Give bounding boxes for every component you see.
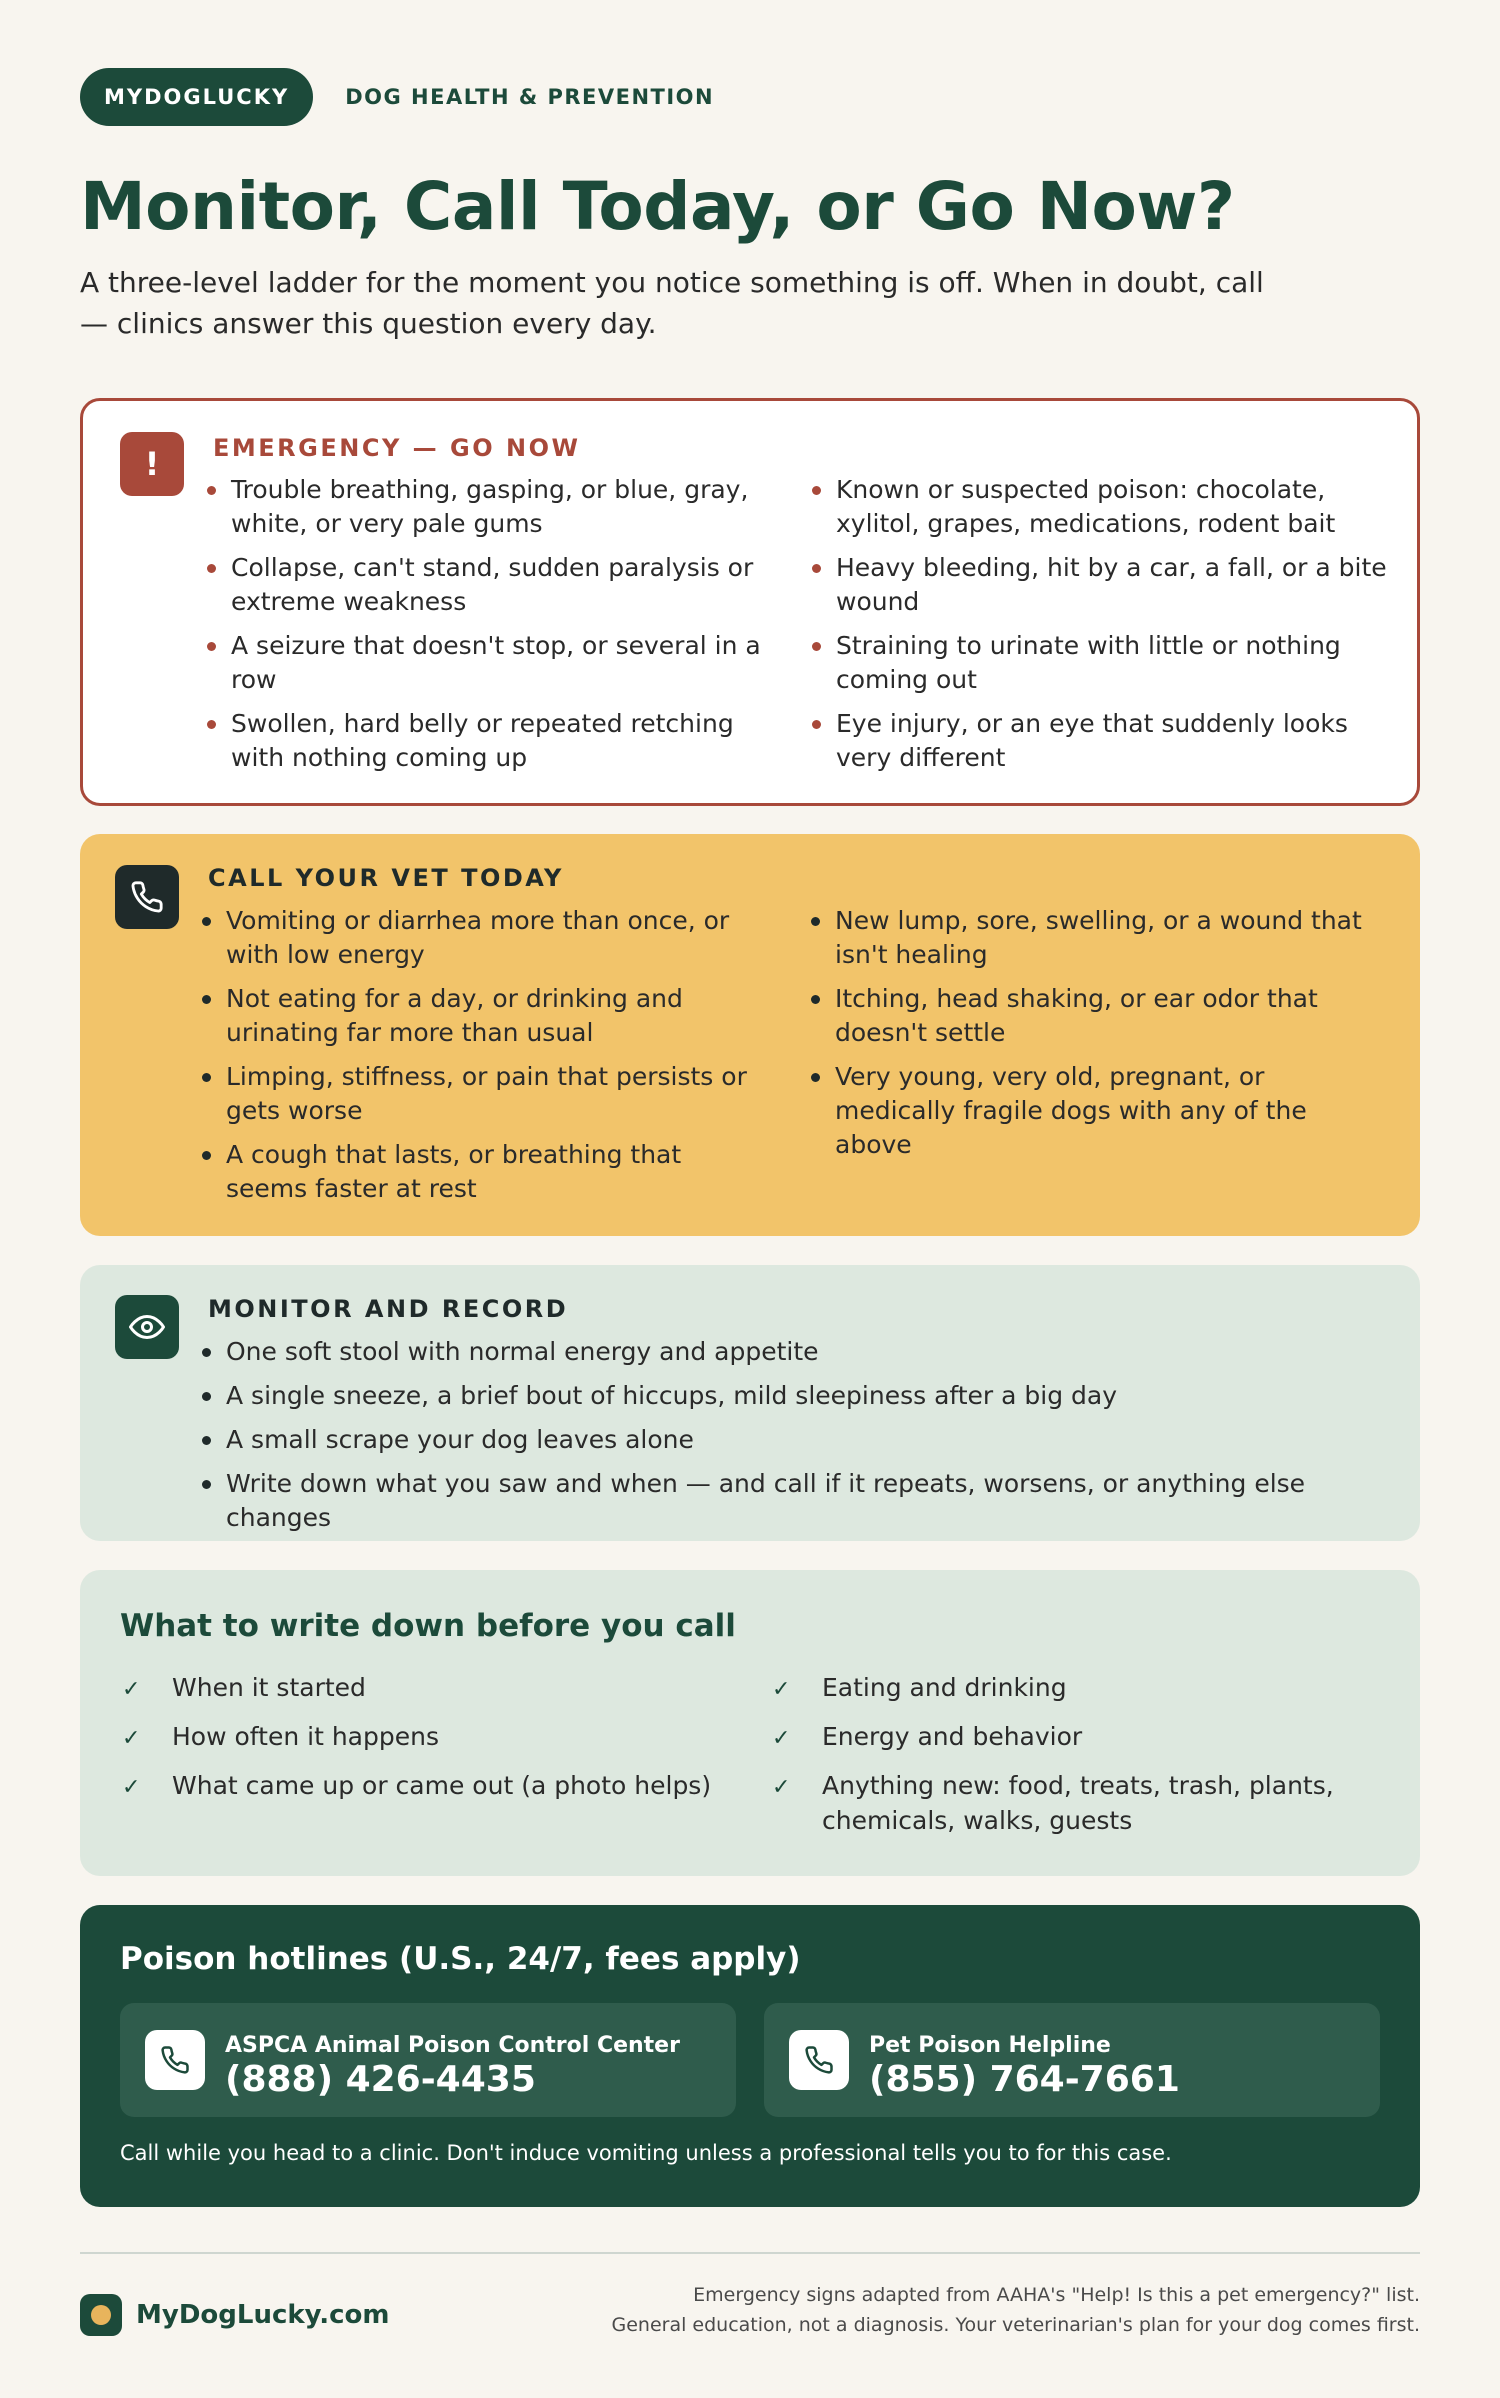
hotline-aspca[interactable] bbox=[120, 2003, 736, 2117]
check-icon: ✓ bbox=[772, 1726, 791, 1751]
poison-hotlines-card bbox=[80, 1905, 1420, 2207]
phone-icon bbox=[789, 2030, 849, 2090]
list-item: Itching, head shaking, or ear odor that doesn't settle bbox=[807, 982, 1367, 1050]
hotline-name: ASPCA Animal Poison Control Center bbox=[225, 2033, 680, 2058]
page-title: Monitor, Call Today, or Go Now? bbox=[80, 168, 1235, 245]
phone-icon bbox=[115, 865, 179, 929]
hotlines-title: Poison hotlines (U.S., 24/7, fees apply) bbox=[120, 1941, 801, 1977]
footer-note-line: Emergency signs adapted from AAHA's "Help! Is this a pet emergency?" list. bbox=[693, 2284, 1420, 2306]
intro-text: A three-level ladder for the moment you notice something is off. When in doubt, call — clinics answer this question every day. bbox=[80, 266, 1264, 340]
monitor-list bbox=[198, 1335, 1388, 1545]
list-item: Eye injury, or an eye that suddenly looks very different bbox=[808, 707, 1388, 775]
hotline-name: Pet Poison Helpline bbox=[869, 2033, 1111, 2058]
list-item: Not eating for a day, or drinking and urinating far more than usual bbox=[198, 982, 758, 1050]
list-item: A cough that lasts, or breathing that seems faster at rest bbox=[198, 1138, 758, 1206]
checklist-item: ✓ Anything new: food, treats, trash, plants, chemicals, walks, guests bbox=[772, 1771, 1334, 1835]
emergency-heading: EMERGENCY — GO NOW bbox=[213, 434, 581, 462]
eye-icon bbox=[115, 1295, 179, 1359]
list-item: Known or suspected poison: chocolate, xylitol, grapes, medications, rodent bait bbox=[808, 473, 1388, 541]
hotlines-note: Call while you head to a clinic. Don't induce vomiting unless a professional tells you to for this case. bbox=[120, 2141, 1172, 2165]
exclamation-icon: ! bbox=[120, 432, 184, 496]
check-icon: ✓ bbox=[772, 1677, 791, 1702]
list-item: A single sneeze, a brief bout of hiccups, mild sleepiness after a big day bbox=[198, 1379, 1388, 1413]
list-item: Collapse, can't stand, sudden paralysis or extreme weakness bbox=[203, 551, 763, 619]
logo-mark-icon bbox=[80, 2294, 122, 2336]
checklist-item: ✓ Energy and behavior bbox=[772, 1719, 1372, 1754]
write-down-list-right bbox=[772, 1670, 1372, 1852]
list-item: Trouble breathing, gasping, or blue, gray, white, or very pale gums bbox=[203, 473, 763, 541]
check-icon: ✓ bbox=[122, 1677, 141, 1702]
write-down-card bbox=[80, 1570, 1420, 1876]
list-item: New lump, sore, swelling, or a wound that isn't healing bbox=[807, 904, 1367, 972]
check-icon: ✓ bbox=[122, 1726, 141, 1751]
list-item: Swollen, hard belly or repeated retching with nothing coming up bbox=[203, 707, 763, 775]
brand-pill[interactable]: MYDOGLUCKY bbox=[80, 68, 313, 126]
list-item: Vomiting or diarrhea more than once, or with low energy bbox=[198, 904, 758, 972]
list-item: Heavy bleeding, hit by a car, a fall, or a bite wound bbox=[808, 551, 1388, 619]
footer-note-line: General education, not a diagnosis. Your veterinarian's plan for your dog comes first. bbox=[611, 2314, 1420, 2336]
call-today-heading: CALL YOUR VET TODAY bbox=[208, 864, 564, 892]
footer-logo[interactable] bbox=[80, 2294, 389, 2336]
monitor-card bbox=[80, 1265, 1420, 1541]
hotline-number[interactable]: (855) 764-7661 bbox=[869, 2059, 1180, 2100]
write-down-title: What to write down before you call bbox=[120, 1608, 736, 1644]
emergency-list-right bbox=[808, 473, 1388, 785]
list-item: One soft stool with normal energy and appetite bbox=[198, 1335, 1388, 1369]
checklist-item: ✓ How often it happens bbox=[122, 1719, 722, 1754]
checklist-item: ✓ Eating and drinking bbox=[772, 1670, 1372, 1705]
checklist-item: ✓ What came up or came out (a photo helps) bbox=[122, 1768, 722, 1803]
monitor-heading: MONITOR AND RECORD bbox=[208, 1295, 569, 1323]
call-today-list-left bbox=[198, 904, 758, 1216]
footer-note bbox=[611, 2280, 1420, 2340]
list-item: Limping, stiffness, or pain that persists or gets worse bbox=[198, 1060, 758, 1128]
footer-brand[interactable]: MyDogLucky.com bbox=[136, 2300, 390, 2330]
hotline-number[interactable]: (888) 426-4435 bbox=[225, 2059, 536, 2100]
write-down-list-left bbox=[122, 1670, 722, 1817]
check-icon: ✓ bbox=[122, 1775, 141, 1800]
list-item: Write down what you saw and when — and call if it repeats, worsens, or anything else changes bbox=[198, 1467, 1388, 1535]
list-item: A seizure that doesn't stop, or several in a row bbox=[203, 629, 763, 697]
list-item: Very young, very old, pregnant, or medically fragile dogs with any of the above bbox=[807, 1060, 1367, 1162]
list-item: A small scrape your dog leaves alone bbox=[198, 1423, 1388, 1457]
emergency-card bbox=[80, 398, 1420, 806]
footer-divider bbox=[80, 2252, 1420, 2254]
checklist-item: ✓ When it started bbox=[122, 1670, 722, 1705]
call-today-card bbox=[80, 834, 1420, 1236]
phone-icon bbox=[145, 2030, 205, 2090]
emergency-list-left bbox=[203, 473, 763, 785]
call-today-list-right bbox=[807, 904, 1367, 1172]
hotline-pet-poison[interactable] bbox=[764, 2003, 1380, 2117]
list-item: Straining to urinate with little or nothing coming out bbox=[808, 629, 1388, 697]
top-bar bbox=[80, 68, 714, 126]
category-kicker[interactable]: DOG HEALTH & PREVENTION bbox=[345, 85, 715, 109]
check-icon: ✓ bbox=[772, 1775, 791, 1800]
